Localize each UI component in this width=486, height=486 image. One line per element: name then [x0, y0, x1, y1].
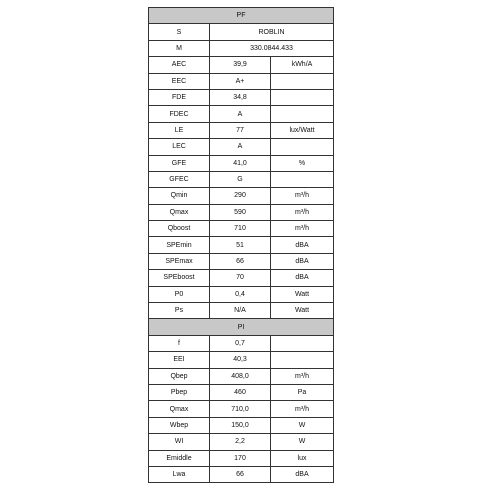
row-label: M [149, 40, 210, 56]
section-title: PF [149, 8, 334, 24]
row-label: S [149, 24, 210, 40]
row-label: Wbep [149, 417, 210, 433]
row-unit: Watt [271, 303, 334, 319]
row-value: 710,0 [210, 401, 271, 417]
table-row [149, 204, 334, 220]
row-value: A+ [210, 73, 271, 89]
row-unit: m³/h [271, 221, 334, 237]
table-row [149, 270, 334, 286]
row-label: Ps [149, 303, 210, 319]
row-value: ROBLIN [210, 24, 334, 40]
spec-table-body [149, 8, 334, 483]
row-unit [271, 73, 334, 89]
table-row [149, 171, 334, 187]
row-label: Qmax [149, 401, 210, 417]
row-label: Pbep [149, 384, 210, 400]
product-spec-table [148, 7, 334, 483]
row-value: 66 [210, 466, 271, 482]
row-unit: lux/Watt [271, 122, 334, 138]
row-unit: m³/h [271, 188, 334, 204]
table-row [149, 352, 334, 368]
row-value: 2,2 [210, 434, 271, 450]
table-row [149, 384, 334, 400]
row-value: 150,0 [210, 417, 271, 433]
row-unit: m³/h [271, 401, 334, 417]
row-label: EEC [149, 73, 210, 89]
table-row [149, 417, 334, 433]
row-label: SPEmin [149, 237, 210, 253]
table-row [149, 303, 334, 319]
table-row [149, 89, 334, 105]
row-label: GFE [149, 155, 210, 171]
row-unit [271, 352, 334, 368]
row-label: FDEC [149, 106, 210, 122]
row-label: FDE [149, 89, 210, 105]
row-label: LE [149, 122, 210, 138]
row-unit [271, 139, 334, 155]
row-value: 39,9 [210, 57, 271, 73]
row-value: 0,4 [210, 286, 271, 302]
row-value: A [210, 139, 271, 155]
section-title: PI [149, 319, 334, 335]
row-value: 41,0 [210, 155, 271, 171]
table-row [149, 368, 334, 384]
table-row [149, 188, 334, 204]
row-value: 70 [210, 270, 271, 286]
row-value: 290 [210, 188, 271, 204]
row-label: P0 [149, 286, 210, 302]
table-row [149, 40, 334, 56]
row-label: Qmin [149, 188, 210, 204]
row-value: A [210, 106, 271, 122]
row-unit [271, 335, 334, 351]
table-row [149, 139, 334, 155]
row-label: AEC [149, 57, 210, 73]
row-unit: m³/h [271, 368, 334, 384]
row-label: Qbep [149, 368, 210, 384]
row-value: 408,0 [210, 368, 271, 384]
row-unit: m³/h [271, 204, 334, 220]
row-value: 66 [210, 253, 271, 269]
row-value: 590 [210, 204, 271, 220]
row-value: 77 [210, 122, 271, 138]
table-row [149, 106, 334, 122]
table-row [149, 122, 334, 138]
row-value: 460 [210, 384, 271, 400]
table-row [149, 253, 334, 269]
table-row [149, 434, 334, 450]
table-row [149, 466, 334, 482]
row-label: GFEC [149, 171, 210, 187]
table-row [149, 450, 334, 466]
row-value: 170 [210, 450, 271, 466]
row-label: f [149, 335, 210, 351]
row-value: 34,8 [210, 89, 271, 105]
row-unit: Pa [271, 384, 334, 400]
section-header-row [149, 319, 334, 335]
row-label: SPEmax [149, 253, 210, 269]
table-row [149, 73, 334, 89]
table-row [149, 335, 334, 351]
section-header-row [149, 8, 334, 24]
row-label: WI [149, 434, 210, 450]
table-row [149, 24, 334, 40]
row-value: 710 [210, 221, 271, 237]
row-unit [271, 106, 334, 122]
table-row [149, 221, 334, 237]
row-unit: dBA [271, 466, 334, 482]
row-label: Qmax [149, 204, 210, 220]
table-row [149, 155, 334, 171]
row-unit: % [271, 155, 334, 171]
row-unit: kWh/A [271, 57, 334, 73]
row-unit: dBA [271, 253, 334, 269]
row-value: G [210, 171, 271, 187]
row-label: Lwa [149, 466, 210, 482]
row-unit: dBA [271, 237, 334, 253]
row-unit: Watt [271, 286, 334, 302]
row-label: SPEboost [149, 270, 210, 286]
row-unit: W [271, 434, 334, 450]
table-row [149, 286, 334, 302]
row-label: Qboost [149, 221, 210, 237]
row-label: Emiddle [149, 450, 210, 466]
row-unit: lux [271, 450, 334, 466]
table-row [149, 237, 334, 253]
row-value: 51 [210, 237, 271, 253]
row-value: 40,3 [210, 352, 271, 368]
row-label: EEI [149, 352, 210, 368]
row-unit: dBA [271, 270, 334, 286]
table-row [149, 401, 334, 417]
row-unit [271, 89, 334, 105]
row-value: 330.0844.433 [210, 40, 334, 56]
row-unit [271, 171, 334, 187]
table-row [149, 57, 334, 73]
row-label: LEC [149, 139, 210, 155]
row-value: 0,7 [210, 335, 271, 351]
row-unit: W [271, 417, 334, 433]
row-value: N/A [210, 303, 271, 319]
